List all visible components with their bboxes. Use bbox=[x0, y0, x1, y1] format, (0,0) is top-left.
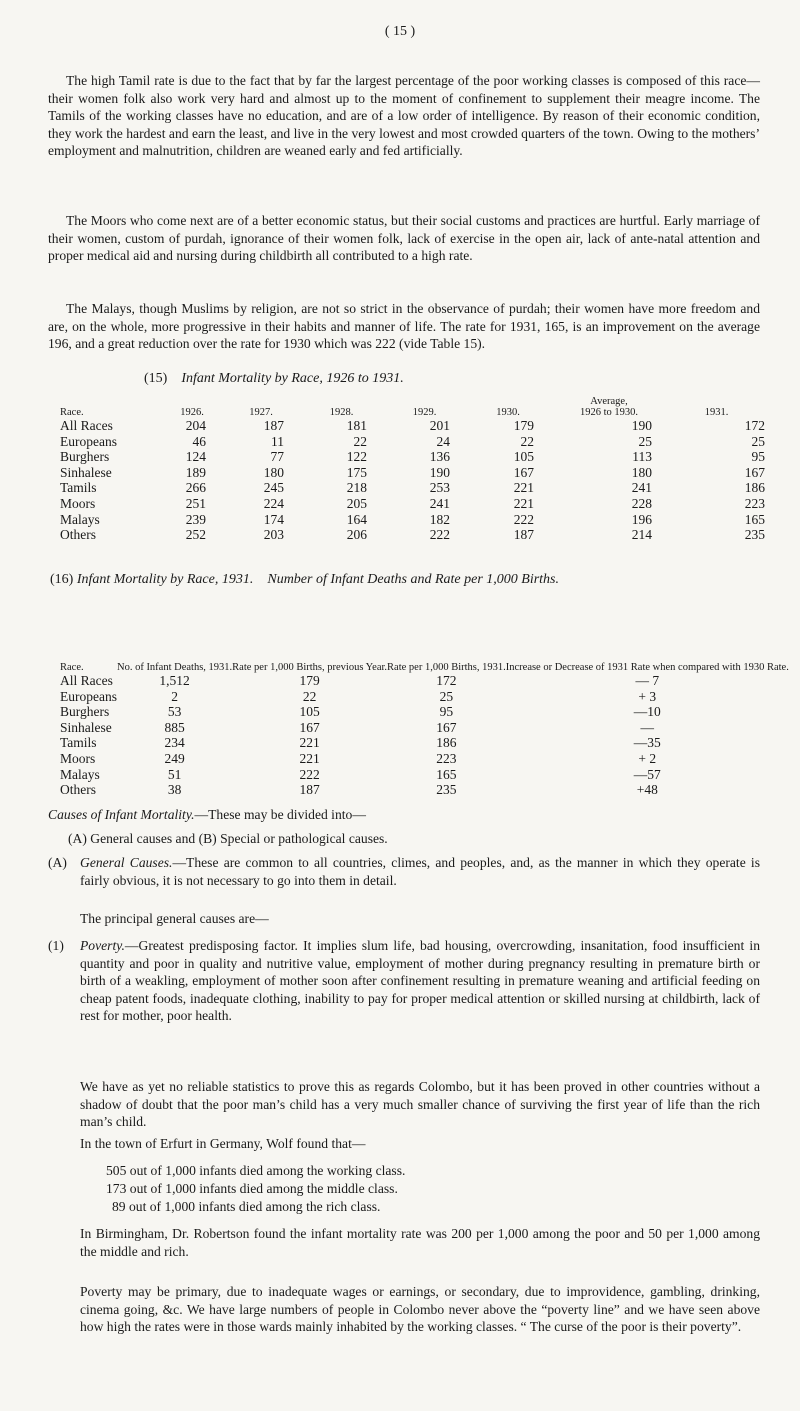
value-cell: 190 bbox=[631, 418, 652, 433]
value-cell: 167 bbox=[744, 464, 765, 480]
value-cell: 25 bbox=[638, 433, 652, 449]
poverty-paragraph bbox=[80, 937, 760, 1025]
value-cell: — bbox=[640, 719, 655, 735]
t16-header-change: Increase or Decrease of 1931 Rate when compared with 1930 Rate. bbox=[505, 662, 789, 673]
value-cell: 179 bbox=[299, 673, 320, 688]
value-cell: 186 bbox=[436, 735, 457, 751]
value-cell: 136 bbox=[429, 449, 450, 465]
table-row bbox=[60, 527, 765, 543]
value-cell: 95 bbox=[439, 704, 454, 720]
value-cell: 218 bbox=[346, 480, 367, 496]
value-cell: 205 bbox=[346, 495, 367, 511]
race-cell: Burghers bbox=[60, 449, 110, 465]
value-cell: — 7 bbox=[635, 673, 660, 688]
value-cell: 189 bbox=[185, 464, 206, 480]
value-cell: —35 bbox=[633, 735, 661, 751]
value-cell: + 3 bbox=[638, 688, 657, 704]
t16-header-race: Race. bbox=[60, 662, 84, 673]
value-cell: 190 bbox=[429, 464, 450, 480]
value-cell: 241 bbox=[631, 480, 652, 496]
erfurt-intro: In the town of Erfurt in Germany, Wolf found that— bbox=[80, 1136, 366, 1151]
value-cell: 180 bbox=[263, 464, 284, 480]
race-cell: All Races bbox=[60, 418, 113, 433]
causes-division: (A) General causes and (B) Special or pathological causes. bbox=[68, 831, 388, 846]
value-cell: 228 bbox=[631, 495, 652, 511]
value-cell: 172 bbox=[436, 673, 457, 688]
table16-number: (16) bbox=[50, 572, 74, 587]
value-cell: 95 bbox=[751, 449, 765, 465]
paragraph-malays: The Malays, though Muslims by religion, are not so strict in the observance of purdah; their women have more freedom and are, on the whole, more progressive in their habits and manner of life. The rate for 1931, 165, is an improvement on the average 196, and a great reduction over the rate for 1930 which was 222 (vide Table 15). bbox=[48, 301, 760, 351]
table-row bbox=[60, 449, 765, 465]
paragraph-moors: The Moors who come next are of a better economic status, but their social customs and practices are hurtful. Early marriage of their women, custom of purdah, ignorance of their women folk, lack of exercise in the open air, lack of ante-natal attention and proper medical aid and nursing during childbirth all contributed to a high rate. bbox=[48, 213, 760, 263]
value-cell: 203 bbox=[263, 527, 284, 543]
value-cell: 113 bbox=[632, 449, 652, 465]
table-row bbox=[60, 673, 789, 689]
poverty-label: Poverty. bbox=[80, 938, 125, 953]
colombo-paragraph: We have as yet no reliable statistics to prove this as regards Colombo, but it has been proved in other countries without a shadow of doubt that the poor man’s child has a very much smaller chance of surviving the first year of life than the rich man’s child. bbox=[80, 1079, 760, 1129]
table15 bbox=[60, 391, 765, 543]
value-cell: 251 bbox=[185, 495, 206, 511]
table-row bbox=[60, 735, 789, 751]
value-cell: 22 bbox=[353, 433, 367, 449]
t15-header-1929: 1929. bbox=[412, 407, 437, 418]
value-cell: 167 bbox=[513, 464, 534, 480]
race-cell: Others bbox=[60, 782, 96, 798]
table-row bbox=[60, 751, 789, 767]
table-row bbox=[60, 704, 789, 720]
value-cell: 221 bbox=[299, 750, 320, 766]
value-cell: 174 bbox=[263, 511, 284, 527]
value-cell: 122 bbox=[346, 449, 367, 465]
value-cell: 38 bbox=[167, 782, 182, 798]
value-cell: 249 bbox=[164, 750, 185, 766]
table-row bbox=[60, 496, 765, 512]
page-number: ( 15 ) bbox=[384, 24, 416, 39]
value-cell: 22 bbox=[520, 433, 534, 449]
value-cell: 221 bbox=[513, 495, 534, 511]
value-cell: 266 bbox=[185, 480, 206, 496]
table15-title: Infant Mortality by Race, 1926 to 1931. bbox=[181, 371, 404, 386]
value-cell: 105 bbox=[299, 704, 320, 720]
race-cell: Malays bbox=[60, 766, 100, 782]
general-causes-marker: (A) bbox=[48, 855, 67, 870]
value-cell: 201 bbox=[429, 418, 450, 433]
t15-header-1930: 1930. bbox=[496, 407, 520, 418]
value-cell: 224 bbox=[263, 495, 284, 511]
table16-subtitle: Number of Infant Deaths and Rate per 1,000 Births. bbox=[267, 572, 560, 587]
paragraph-tamil: The high Tamil rate is due to the fact that by far the largest percentage of the poor working classes is composed of this race—their women folk also work very hard and almost up to the moment of confinement to supplement their meagre income. The Tamils of the working classes have no education, and are of a low order of intelligence. By reason of their economic condition, they work the hardest and earn the least, and live in the very lowest and most crowded quarters of the town. Owing to the mothers’ employment and malnutrition, children are weaned early and fed artificially. bbox=[48, 73, 760, 158]
value-cell: 245 bbox=[263, 480, 284, 496]
value-cell: 167 bbox=[299, 719, 320, 735]
t15-header-average-line1: Average, bbox=[590, 396, 628, 407]
erfurt-line: 505 out of 1,000 infants died among the working class. bbox=[106, 1163, 406, 1178]
t15-header-1928: 1928. bbox=[329, 407, 354, 418]
value-cell: 186 bbox=[744, 480, 765, 496]
table15-body bbox=[60, 418, 765, 543]
value-cell: 239 bbox=[185, 511, 206, 527]
value-cell: 24 bbox=[436, 433, 450, 449]
race-cell: Sinhalese bbox=[60, 464, 112, 480]
race-cell: Europeans bbox=[60, 433, 117, 449]
value-cell: 241 bbox=[429, 495, 450, 511]
value-cell: 167 bbox=[436, 719, 457, 735]
value-cell: 1,512 bbox=[159, 673, 190, 688]
race-cell: Burghers bbox=[60, 704, 110, 720]
poverty-types-paragraph: Poverty may be primary, due to inadequate wages or earnings, or secondary, due to improvidence, gambling, drinking, cinema going, &c. We have large numbers of people in Colombo never above the “poverty line” and we have seen above how high the rates were in those wards mainly inhabited by the working classes. “ The curse of the poor is their poverty”. bbox=[80, 1284, 760, 1334]
value-cell: 53 bbox=[167, 704, 182, 720]
value-cell: 223 bbox=[436, 750, 457, 766]
value-cell: —10 bbox=[633, 704, 661, 720]
value-cell: 11 bbox=[271, 433, 284, 449]
race-cell: Moors bbox=[60, 750, 96, 766]
value-cell: 187 bbox=[299, 782, 320, 798]
table16 bbox=[60, 600, 789, 798]
value-cell: 172 bbox=[744, 418, 765, 433]
causes-heading bbox=[48, 806, 760, 824]
value-cell: 222 bbox=[429, 527, 450, 543]
race-cell: All Races bbox=[60, 673, 113, 688]
race-cell: Europeans bbox=[60, 688, 117, 704]
value-cell: 234 bbox=[164, 735, 185, 751]
value-cell: 165 bbox=[744, 511, 765, 527]
table16-body bbox=[60, 673, 789, 798]
value-cell: + 2 bbox=[638, 750, 657, 766]
race-cell: Moors bbox=[60, 495, 96, 511]
t15-header-1927: 1927. bbox=[249, 407, 273, 418]
race-cell: Others bbox=[60, 527, 96, 543]
poverty-marker: (1) bbox=[48, 938, 64, 953]
t16-header-deaths: No. of Infant Deaths, 1931. bbox=[116, 662, 233, 673]
value-cell: 182 bbox=[429, 511, 450, 527]
value-cell: 223 bbox=[744, 495, 765, 511]
value-cell: 253 bbox=[429, 480, 450, 496]
value-cell: 181 bbox=[346, 418, 367, 433]
value-cell: 22 bbox=[302, 688, 317, 704]
general-causes-text: —These are common to all countries, climes, and peoples, and, as the manner in which they operate is fairly obvious, it is not necessary to go into them in detail. bbox=[80, 855, 760, 888]
value-cell: 214 bbox=[631, 527, 652, 543]
value-cell: 235 bbox=[744, 527, 765, 543]
value-cell: 222 bbox=[513, 511, 534, 527]
t15-header-1931: 1931. bbox=[704, 407, 729, 418]
t15-header-1926: 1926. bbox=[180, 407, 204, 418]
table-row bbox=[60, 767, 789, 783]
value-cell: 175 bbox=[346, 464, 367, 480]
value-cell: 204 bbox=[185, 418, 206, 433]
value-cell: 46 bbox=[192, 433, 206, 449]
value-cell: 196 bbox=[631, 511, 652, 527]
t15-header-race: Race. bbox=[60, 407, 84, 418]
race-cell: Sinhalese bbox=[60, 719, 112, 735]
value-cell: 187 bbox=[513, 527, 534, 543]
t15-header-average-line2: 1926 to 1930. bbox=[579, 407, 639, 418]
value-cell: +48 bbox=[636, 782, 658, 798]
poverty-text: —Greatest predisposing factor. It implies slum life, bad housing, overcrowding, insanitation, food insufficient in quantity and poor in quality and nutritive value, employment of mother during pregnancy resulting in premature birth or birth of a weakling, employment of mother soon after confinement resulting in premature weaning and artificial feeding on cheap patent foods, inadequate clothing, inability to pay for proper medical attention or skilled nursing at childbirth, lack of rest for mother, poor health. bbox=[80, 938, 760, 1023]
t16-header-rate-previous: Rate per 1,000 Births, previous Year. bbox=[232, 662, 388, 673]
value-cell: 165 bbox=[436, 766, 457, 782]
table-row bbox=[60, 689, 789, 705]
table15-number: (15) bbox=[144, 371, 168, 386]
table16-title: Infant Mortality by Race, 1931. bbox=[76, 572, 254, 587]
birmingham-paragraph: In Birmingham, Dr. Robertson found the infant mortality rate was 200 per 1,000 among the poor and 50 per 1,000 among the middle and rich. bbox=[80, 1226, 760, 1259]
table-row bbox=[60, 720, 789, 736]
table-row bbox=[60, 465, 765, 481]
value-cell: 179 bbox=[513, 418, 534, 433]
value-cell: 221 bbox=[513, 480, 534, 496]
table-row bbox=[60, 480, 765, 496]
table-row bbox=[60, 782, 789, 798]
value-cell: 77 bbox=[270, 449, 284, 465]
value-cell: 51 bbox=[167, 766, 182, 782]
t15-header-average bbox=[550, 391, 668, 418]
principal-causes-intro: The principal general causes are— bbox=[80, 911, 269, 926]
value-cell: 25 bbox=[751, 433, 765, 449]
value-cell: 164 bbox=[346, 511, 367, 527]
race-cell: Tamils bbox=[60, 735, 97, 751]
erfurt-line: 89 out of 1,000 infants died among the rich class. bbox=[112, 1199, 381, 1214]
table15-caption bbox=[144, 371, 800, 387]
value-cell: 885 bbox=[164, 719, 185, 735]
value-cell: 2 bbox=[171, 688, 178, 704]
value-cell: 206 bbox=[346, 527, 367, 543]
value-cell: 235 bbox=[436, 782, 457, 798]
table-row bbox=[60, 418, 765, 434]
erfurt-line: 173 out of 1,000 infants died among the middle class. bbox=[106, 1181, 398, 1196]
table16-caption bbox=[50, 572, 790, 588]
value-cell: 221 bbox=[299, 735, 320, 751]
table-row bbox=[60, 434, 765, 450]
value-cell: 25 bbox=[439, 688, 454, 704]
value-cell: 222 bbox=[299, 766, 320, 782]
value-cell: 124 bbox=[185, 449, 206, 465]
general-causes bbox=[80, 854, 760, 889]
general-causes-label: General Causes. bbox=[80, 855, 173, 870]
causes-heading-rest: —These may be divided into— bbox=[194, 807, 366, 822]
race-cell: Malays bbox=[60, 511, 100, 527]
value-cell: 180 bbox=[631, 464, 652, 480]
value-cell: —57 bbox=[633, 766, 661, 782]
value-cell: 105 bbox=[513, 449, 534, 465]
table-row bbox=[60, 512, 765, 528]
value-cell: 252 bbox=[185, 527, 206, 543]
causes-heading-label: Causes of Infant Mortality. bbox=[48, 807, 195, 822]
value-cell: 187 bbox=[263, 418, 284, 433]
race-cell: Tamils bbox=[60, 480, 97, 496]
t16-header-rate-1931: Rate per 1,000 Births, 1931. bbox=[387, 662, 506, 673]
